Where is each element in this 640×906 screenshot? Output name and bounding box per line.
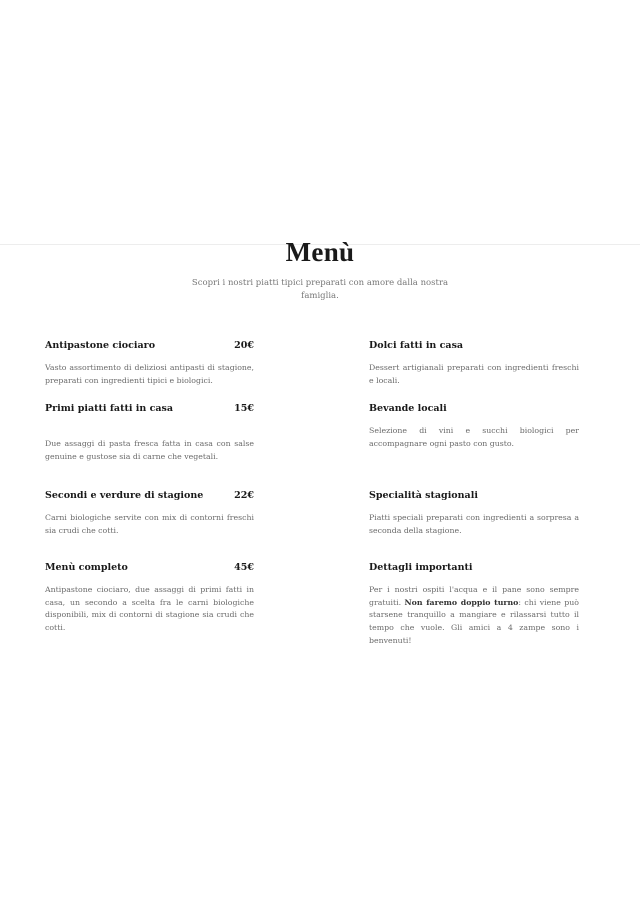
item-description: Vasto assortimento di deliziosi antipasti di stagione, preparati con ingredienti tipici e biologici. — [45, 363, 254, 385]
item-name: Bevande locali — [369, 403, 447, 414]
item-price: 15€ — [234, 403, 254, 414]
menu-item-antipastone — [45, 340, 254, 387]
item-description: Dessert artigianali preparati con ingredienti freschi e locali. — [369, 363, 579, 385]
description-highlight: Non faremo doppio turno — [404, 597, 519, 607]
item-description: Due assaggi di pasta fresca fatta in casa con salse genuine e gustose sia di carne che vegetali. — [45, 439, 254, 461]
menu-item-primi — [45, 403, 254, 463]
item-description: Carni biologiche servite con mix di contorni freschi sia crudi che cotti. — [45, 513, 254, 535]
menu-item-secondi — [45, 490, 254, 537]
menu-item-specialita — [369, 490, 579, 537]
menu-item-dolci — [369, 340, 579, 387]
menu-item-dettagli — [369, 562, 579, 648]
item-price: 22€ — [234, 490, 254, 501]
page-subtitle: Scopri i nostri piatti tipici preparati con amore dalla nostra famiglia. — [191, 278, 449, 301]
menu-item-menu-completo — [45, 562, 254, 635]
page-title: Menù — [285, 237, 355, 267]
item-price: 20€ — [234, 340, 254, 351]
item-name: Primi piatti fatti in casa — [45, 403, 174, 414]
item-description — [369, 584, 579, 648]
item-name: Dolci fatti in casa — [369, 340, 464, 351]
item-description: Selezione di vini e succhi biologici per accompagnare ogni pasto con gusto. — [369, 426, 579, 448]
item-name: Secondi e verdure di stagione — [45, 490, 204, 501]
description-text: : chi viene può starsene tranquillo a mangiare e rilassarsi tutto il tempo che vuole. Gli amici a 4 zampe sono i benvenuti! — [369, 597, 579, 645]
item-name: Dettagli importanti — [369, 562, 473, 573]
item-name: Menù completo — [45, 562, 128, 573]
item-name: Specialità stagionali — [369, 490, 478, 501]
description-text: Per i nostri ospiti l'acqua e il pane sono sempre gratuiti. — [369, 585, 579, 607]
item-price: 45€ — [234, 562, 254, 573]
item-description: Piatti speciali preparati con ingredienti a sorpresa a seconda della stagione. — [369, 513, 579, 535]
item-name: Antipastone ciociaro — [45, 340, 156, 351]
menu-item-bevande — [369, 403, 579, 450]
item-description: Antipastone ciociaro, due assaggi di primi fatti in casa, un secondo a scelta fra le carni biologiche disponibili, mix di contorni di stagione sia crudi che cotti. — [45, 585, 254, 633]
